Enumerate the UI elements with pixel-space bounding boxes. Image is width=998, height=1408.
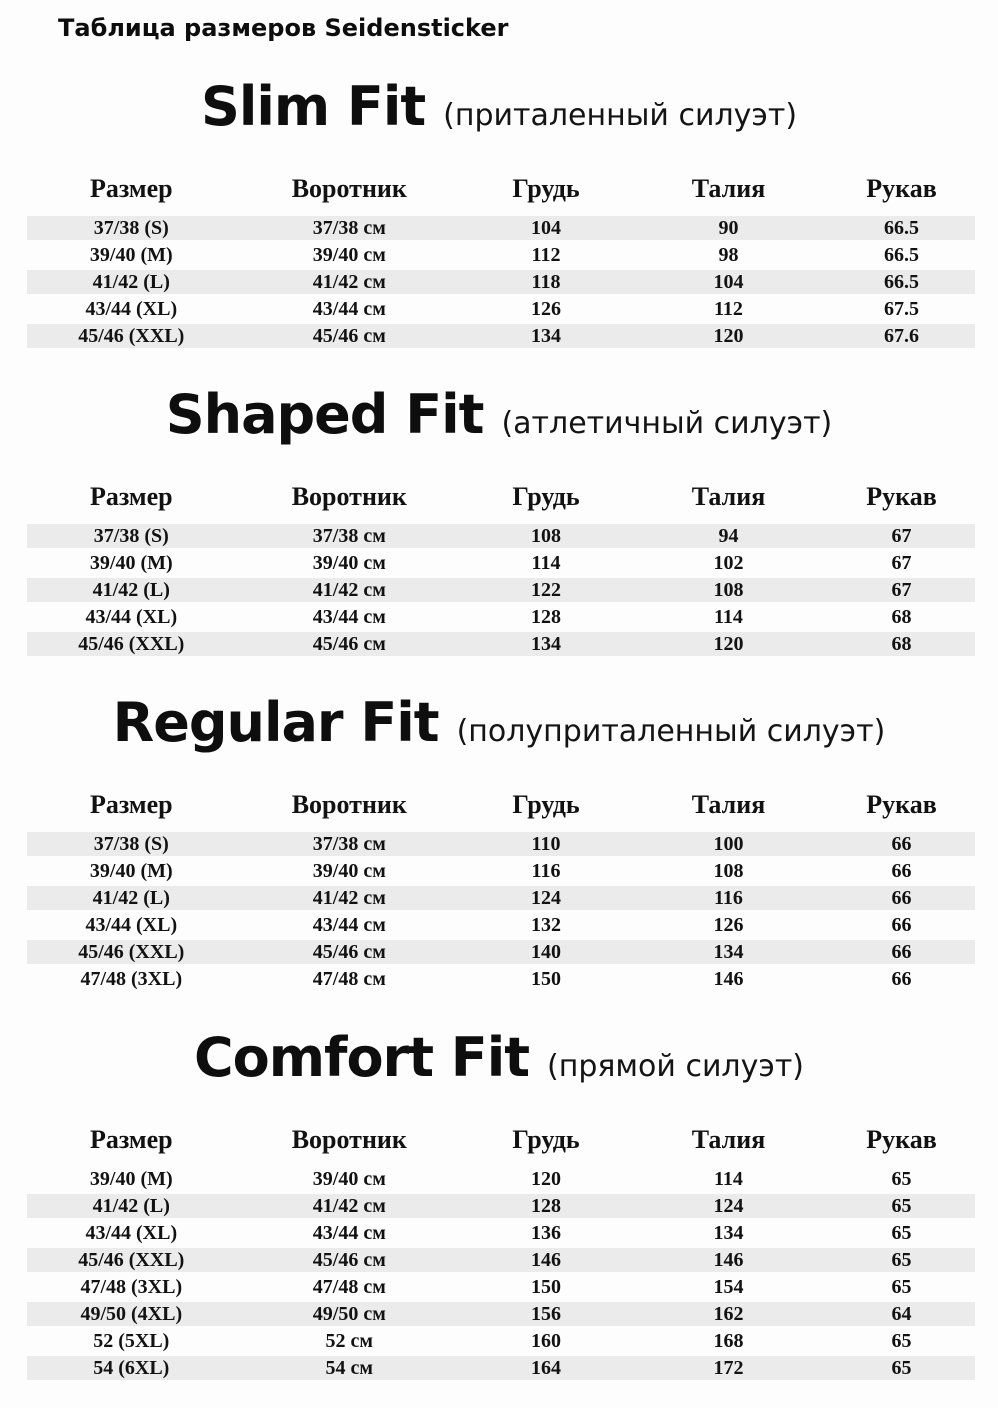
table-row [27, 242, 975, 269]
value-cell: 120 [463, 1166, 629, 1193]
value-cell: 66 [828, 885, 975, 912]
value-cell: 114 [629, 1166, 828, 1193]
value-cell: 108 [629, 858, 828, 885]
value-cell: 66 [828, 912, 975, 939]
value-cell: 164 [463, 1355, 629, 1382]
table-row [27, 966, 975, 993]
fit-subtitle: (прямой силуэт) [547, 1049, 805, 1084]
value-cell: 122 [463, 577, 629, 604]
value-cell: 45/46 см [236, 323, 464, 350]
column-header: Размер [89, 790, 173, 819]
value-cell: 168 [629, 1328, 828, 1355]
table-row [27, 550, 975, 577]
value-cell: 47/48 см [236, 966, 464, 993]
size-table [27, 165, 975, 350]
value-cell: 68 [828, 604, 975, 631]
value-cell: 37/38 см [236, 523, 464, 550]
column-header: Грудь [512, 482, 580, 511]
table-row [27, 323, 975, 350]
value-cell: 45/46 см [236, 1247, 464, 1274]
value-cell: 150 [463, 966, 629, 993]
value-cell: 65 [828, 1193, 975, 1220]
size-cell: 41/42 (L) [27, 885, 236, 912]
value-cell: 162 [629, 1301, 828, 1328]
value-cell: 68 [828, 631, 975, 658]
value-cell: 43/44 см [236, 912, 464, 939]
value-cell: 150 [463, 1274, 629, 1301]
value-cell: 37/38 см [236, 831, 464, 858]
value-cell: 37/38 см [236, 215, 464, 242]
fit-sections-container [0, 72, 998, 1382]
size-cell: 43/44 (XL) [27, 296, 236, 323]
size-table [27, 473, 975, 658]
fit-section-title [0, 1023, 998, 1104]
column-header: Грудь [512, 1125, 580, 1154]
header-row [27, 473, 975, 523]
size-cell: 47/48 (3XL) [27, 1274, 236, 1301]
table-row [27, 604, 975, 631]
size-cell: 47/48 (3XL) [27, 966, 236, 993]
value-cell: 66 [828, 831, 975, 858]
page-title: Таблица размеров Seidensticker [58, 14, 509, 42]
value-cell: 66.5 [828, 242, 975, 269]
column-header: Талия [691, 1125, 766, 1154]
size-cell: 37/38 (S) [27, 523, 236, 550]
value-cell: 136 [463, 1220, 629, 1247]
column-header: Рукав [866, 174, 937, 203]
size-cell: 43/44 (XL) [27, 604, 236, 631]
value-cell: 108 [463, 523, 629, 550]
value-cell: 134 [463, 323, 629, 350]
size-cell: 39/40 (M) [27, 550, 236, 577]
size-cell: 45/46 (XXL) [27, 1247, 236, 1274]
column-header: Воротник [291, 790, 407, 819]
table-row [27, 831, 975, 858]
fit-subtitle: (полуприталенный силуэт) [456, 714, 886, 749]
value-cell: 66.5 [828, 269, 975, 296]
table-row [27, 577, 975, 604]
size-table [27, 1116, 975, 1382]
value-cell: 100 [629, 831, 828, 858]
value-cell: 108 [629, 577, 828, 604]
table-row [27, 215, 975, 242]
column-header: Грудь [512, 174, 580, 203]
header-row [27, 165, 975, 215]
value-cell: 116 [629, 885, 828, 912]
size-cell: 52 (5XL) [27, 1328, 236, 1355]
value-cell: 43/44 см [236, 296, 464, 323]
fit-section [0, 688, 998, 993]
value-cell: 134 [463, 631, 629, 658]
column-header: Талия [691, 790, 766, 819]
value-cell: 41/42 см [236, 1193, 464, 1220]
value-cell: 120 [629, 323, 828, 350]
value-cell: 67.6 [828, 323, 975, 350]
value-cell: 172 [629, 1355, 828, 1382]
fit-name: Shaped Fit [165, 383, 484, 446]
table-row [27, 1274, 975, 1301]
fit-name: Comfort Fit [193, 1026, 530, 1089]
size-cell: 39/40 (M) [27, 858, 236, 885]
value-cell: 65 [828, 1166, 975, 1193]
value-cell: 66.5 [828, 215, 975, 242]
table-row [27, 1301, 975, 1328]
table-row [27, 296, 975, 323]
value-cell: 90 [629, 215, 828, 242]
value-cell: 41/42 см [236, 269, 464, 296]
value-cell: 66 [828, 939, 975, 966]
value-cell: 112 [629, 296, 828, 323]
value-cell: 146 [629, 1247, 828, 1274]
column-header: Размер [89, 1125, 173, 1154]
value-cell: 49/50 см [236, 1301, 464, 1328]
value-cell: 45/46 см [236, 631, 464, 658]
column-header: Размер [89, 174, 173, 203]
table-row [27, 912, 975, 939]
table-row [27, 1328, 975, 1355]
header-row [27, 781, 975, 831]
value-cell: 67 [828, 550, 975, 577]
value-cell: 94 [629, 523, 828, 550]
value-cell: 124 [629, 1193, 828, 1220]
value-cell: 54 см [236, 1355, 464, 1382]
value-cell: 39/40 см [236, 242, 464, 269]
size-cell: 37/38 (S) [27, 831, 236, 858]
size-cell: 41/42 (L) [27, 1193, 236, 1220]
column-header: Рукав [866, 1125, 937, 1154]
fit-section-title [0, 380, 998, 461]
table-row [27, 858, 975, 885]
value-cell: 154 [629, 1274, 828, 1301]
size-cell: 54 (6XL) [27, 1355, 236, 1382]
value-cell: 104 [463, 215, 629, 242]
size-cell: 43/44 (XL) [27, 1220, 236, 1247]
size-cell: 41/42 (L) [27, 577, 236, 604]
value-cell: 110 [463, 831, 629, 858]
size-cell: 39/40 (M) [27, 242, 236, 269]
table-row [27, 631, 975, 658]
fit-name: Slim Fit [200, 75, 426, 138]
value-cell: 41/42 см [236, 577, 464, 604]
value-cell: 41/42 см [236, 885, 464, 912]
fit-section [0, 1023, 998, 1382]
value-cell: 146 [629, 966, 828, 993]
table-row [27, 1247, 975, 1274]
column-header: Воротник [291, 174, 407, 203]
value-cell: 67 [828, 577, 975, 604]
table-row [27, 1193, 975, 1220]
value-cell: 65 [828, 1220, 975, 1247]
size-cell: 45/46 (XXL) [27, 323, 236, 350]
value-cell: 128 [463, 1193, 629, 1220]
size-cell: 37/38 (S) [27, 215, 236, 242]
size-cell: 43/44 (XL) [27, 912, 236, 939]
value-cell: 114 [463, 550, 629, 577]
column-header: Воротник [291, 482, 407, 511]
size-cell: 49/50 (4XL) [27, 1301, 236, 1328]
value-cell: 64 [828, 1301, 975, 1328]
column-header: Талия [691, 482, 766, 511]
fit-section-title [0, 688, 998, 769]
value-cell: 52 см [236, 1328, 464, 1355]
value-cell: 116 [463, 858, 629, 885]
value-cell: 39/40 см [236, 550, 464, 577]
table-row [27, 885, 975, 912]
value-cell: 124 [463, 885, 629, 912]
value-cell: 102 [629, 550, 828, 577]
value-cell: 126 [463, 296, 629, 323]
value-cell: 134 [629, 939, 828, 966]
fit-subtitle: (приталенный силуэт) [443, 98, 798, 133]
fit-section-title [0, 72, 998, 153]
value-cell: 65 [828, 1247, 975, 1274]
table-row [27, 939, 975, 966]
value-cell: 118 [463, 269, 629, 296]
header-row [27, 1116, 975, 1166]
fit-section [0, 380, 998, 658]
column-header: Рукав [866, 482, 937, 511]
value-cell: 65 [828, 1328, 975, 1355]
value-cell: 114 [629, 604, 828, 631]
table-row [27, 269, 975, 296]
value-cell: 39/40 см [236, 858, 464, 885]
size-table [27, 781, 975, 993]
fit-section [0, 72, 998, 350]
value-cell: 146 [463, 1247, 629, 1274]
value-cell: 160 [463, 1328, 629, 1355]
value-cell: 65 [828, 1355, 975, 1382]
value-cell: 66 [828, 858, 975, 885]
size-cell: 45/46 (XXL) [27, 631, 236, 658]
value-cell: 67.5 [828, 296, 975, 323]
table-row [27, 1220, 975, 1247]
value-cell: 140 [463, 939, 629, 966]
size-cell: 45/46 (XXL) [27, 939, 236, 966]
column-header: Грудь [512, 790, 580, 819]
table-row [27, 1166, 975, 1193]
fit-name: Regular Fit [112, 691, 439, 754]
value-cell: 66 [828, 966, 975, 993]
value-cell: 126 [629, 912, 828, 939]
value-cell: 132 [463, 912, 629, 939]
value-cell: 47/48 см [236, 1274, 464, 1301]
table-row [27, 523, 975, 550]
value-cell: 98 [629, 242, 828, 269]
value-cell: 134 [629, 1220, 828, 1247]
fit-subtitle: (атлетичный силуэт) [501, 406, 833, 441]
value-cell: 67 [828, 523, 975, 550]
size-cell: 39/40 (M) [27, 1166, 236, 1193]
value-cell: 43/44 см [236, 604, 464, 631]
value-cell: 43/44 см [236, 1220, 464, 1247]
size-cell: 41/42 (L) [27, 269, 236, 296]
value-cell: 104 [629, 269, 828, 296]
value-cell: 156 [463, 1301, 629, 1328]
value-cell: 39/40 см [236, 1166, 464, 1193]
value-cell: 120 [629, 631, 828, 658]
value-cell: 128 [463, 604, 629, 631]
column-header: Рукав [866, 790, 937, 819]
column-header: Размер [89, 482, 173, 511]
value-cell: 45/46 см [236, 939, 464, 966]
column-header: Талия [691, 174, 766, 203]
value-cell: 65 [828, 1274, 975, 1301]
table-row [27, 1355, 975, 1382]
value-cell: 112 [463, 242, 629, 269]
column-header: Воротник [291, 1125, 407, 1154]
